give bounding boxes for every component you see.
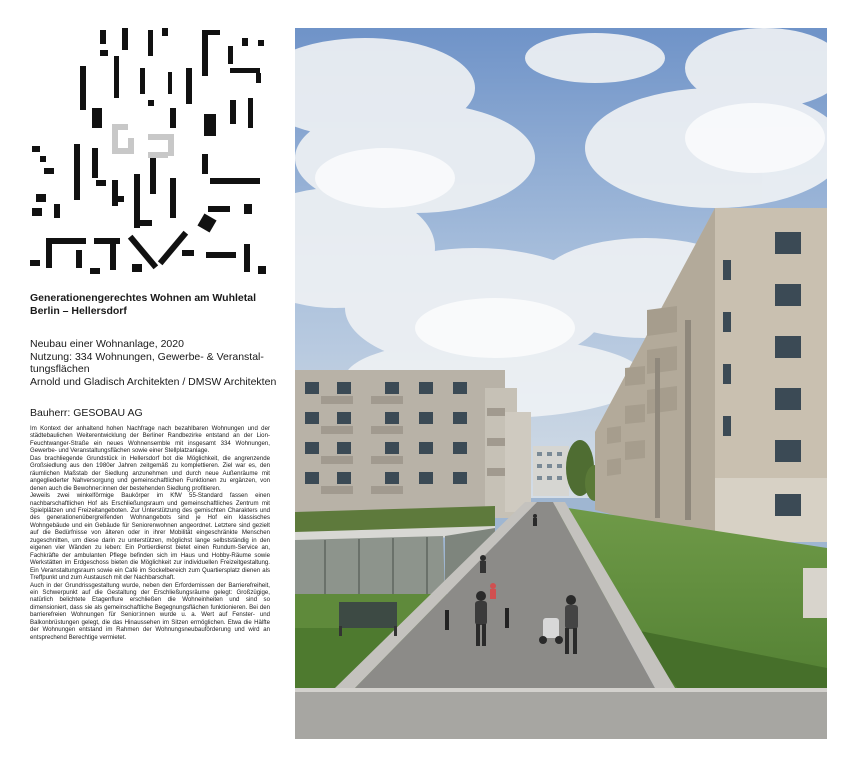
description-paragraph-3: Jeweils zwei winkelförmige Baukörper im KfW 55-Standard fassen einen nachbarschaftlichen Hof als Erschließungsraum und gemeinschaftliches Zentrum mit Spielplätzen und Freizeitangeboten. Zur Unterstützung des gemischten Charakters und des generationenübergreifenden Wohnangebots sind je Hof ein klassisches Wohngebäude und ein Gebäude für Seniorenwohnen angeordnet. Letztere sind gezielt auf die Bedürfnisse von älteren oder in ihrer Mobilität eingeschränkte Menschen zugeschnitten, um diese darin zu unterstützen, möglichst lange selbstständig in den eigenen vier Wänden zu leben: Ein Portierdienst bietet einen Rundum-Service an, Fachkräfte der ambulanten Pflege befinden sich im Haus und Hobby-Räume sowie Werkstätten im Erdgeschoss bieten die Möglichkeit zur individuellen Freizeitgestaltung. Ein Veranstaltungsraum sowie ein Café im Sockelbereich zum Quartiersplatz dienen als Treffpunkt und zum Austausch mit der Nachbarschaft. [30,492,270,582]
building-photo [295,28,827,739]
details-line-2: Nutzung: 334 Wohnungen, Gewerbe- & Veranstal- [30,350,264,363]
street-sign [339,602,397,628]
client-label: Bauherr: GESOBAU AG [30,407,143,419]
details-line-1: Neubau einer Wohnanlage, 2020 [30,338,184,350]
description-paragraph-2: Das brachliegende Grundstück in Hellersdorf bot die Möglichkeit, die angrenzende Großsiedlung aus den 1980er Jahren zeitgemäß zu komplettieren. Ziel war es, den räumlichen Maßstab der Siedlung anzunehmen und durch neue Außenräume mit angegliederter Nahversorgung und gemeinschaftlichen Funktionen zu ergänzen, von denen auch die Bewohner:innen der bestehenden Siedlung profitieren. [30,454,270,492]
project-title [30,292,270,317]
site-plan [30,28,266,274]
project-details [30,338,280,388]
title-line-2: Berlin – Hellersdorf [30,304,127,317]
details-line-3: tungsflächen [30,363,90,376]
description-paragraph-4: Auch in der Grundrissgestaltung wurde, neben den Erfordernissen der Barrierefreiheit, ein Schwerpunkt auf die Gestaltung der Erschließungsräume gelegt: Großzügige, natürlich belichtete Etagenflure erschließen die Wohneinheiten und sind so dimensioniert, dass sie als gemeinschaftliche Begegnungsflächen funktionieren. Bei den barrierefreien Wohnungen für Senior:innen wurde u. a. Wert auf Fenster- und Balkonbrüstungen gelegt, die das Hinaussehen im Sitzen ermöglichen. Etwa die Hälfte der Wohnungen entstand im Rahmen der Wohnungsneubauförderung und wird an entsprechend Berechtige vermietet. [30,581,270,641]
description-paragraph-1: Im Kontext der anhaltend hohen Nachfrage nach bezahlbaren Wohnungen und der städtebaulichen Weiterentwicklung der Berliner Randbezirke entstand an der Lion-Feuchtwanger-Straße ein neues Wohnensemble mit insgesamt 334 Wohnungen, Gewerbe- und Veranstaltungsflächen sowie einer Stellplatzanlage. [30,425,270,455]
left-building [295,370,531,518]
foreground-path [295,688,827,739]
details-line-4: Arnold und Gladisch Architekten / DMSW Architekten [30,375,277,388]
description-text [30,425,270,641]
title-line-1: Generationengerechtes Wohnen am Wuhletal [30,292,256,304]
